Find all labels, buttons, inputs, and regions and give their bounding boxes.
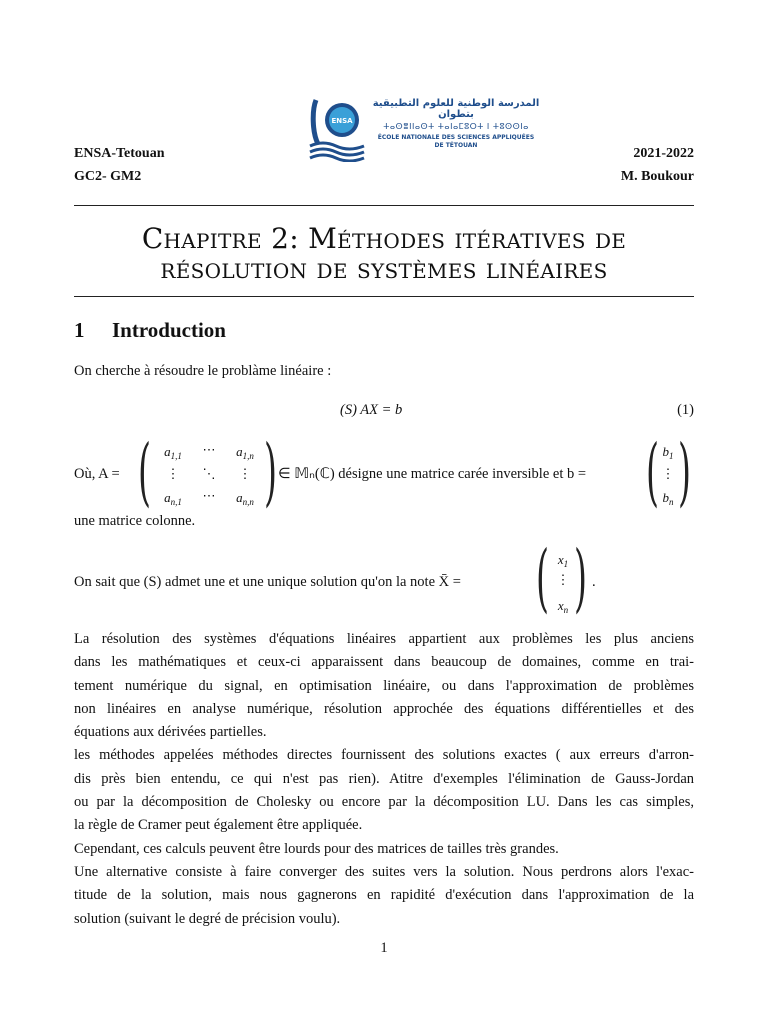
vector-b-cell: ⋮	[661, 466, 675, 481]
matrix-a-cell: ⋮	[238, 466, 252, 481]
body-line: dans les mathématiques et ceux-ci apparaissent dans beaucoup de domaines, comme en trai-	[74, 654, 694, 671]
school-name: ENSA-Tetouan	[74, 146, 165, 161]
equation-formula: (S) AX = b	[340, 402, 403, 418]
section-number: 1	[74, 318, 85, 342]
bottom-divider	[74, 296, 694, 297]
logo-arabic-name: المدرسة الوطنية للعلوم التطبيقية بتطوان	[372, 98, 540, 120]
matrix-a-cell: $a_{n,1}$	[164, 490, 182, 507]
body-line: solution (suivant le degré de précision voulu).	[74, 910, 341, 927]
logo-tifinagh-name: ⵜⴰⵙⴻⵏⵏⴰⵙⵜ ⵜⴰⵏⴰⵎⵓⵔⵜ ⵏ ⵜⵓⵙⵙⵏⴰ	[383, 122, 529, 131]
right-paren-icon: )	[678, 429, 691, 515]
body-line: dis près bien entendu, ce qui n'est pas rien). Atitre d'exemples l'élimination de Gauss-Jordan	[74, 770, 694, 787]
right-paren-icon: )	[264, 429, 277, 515]
body-line: titude de la solution, mais nous gagnerons en rapidité d'exécution dans l'approximation de la	[74, 887, 694, 904]
vector-x-cell: $x_1$	[557, 552, 569, 569]
right-paren-icon: )	[574, 535, 587, 621]
section-heading	[74, 318, 226, 343]
section-title: Introduction	[112, 318, 226, 342]
solution-sentence: On sait que (S) admet une et une unique solution qu'on la note X̄ =	[74, 574, 461, 590]
matrix-a-cell: ⋯	[202, 488, 216, 503]
left-paren-icon: (	[536, 535, 549, 621]
chapter-title-line2: résolution de systèmes linéaires	[160, 252, 608, 285]
matrix-a-cell: $a_{1,1}$	[164, 444, 182, 461]
body-line: ou par la décomposition de Cholesky ou encore par la décomposition LU. Dans les cas simples,	[74, 794, 694, 811]
body-line: Une alternative consiste à faire converger des suites vers la solution. Nous perdrons alors l'exac-	[74, 863, 694, 880]
vector-b-cell: $b_n$	[662, 490, 674, 507]
body-line: Cependant, ces calculs peuvent être lourds pour des matrices de tailles très grandes.	[74, 840, 559, 857]
matrix-a-cell: ⋯	[202, 442, 216, 457]
body-line: la règle de Cramer peut également être appliquée.	[74, 817, 363, 834]
svg-text:ENSA: ENSA	[331, 117, 353, 125]
left-paren-icon: (	[138, 429, 151, 515]
school-logo	[308, 96, 544, 162]
body-line: les méthodes appelées méthodes directes fournissent des solutions exactes ( aux erreurs d'arron-	[74, 747, 694, 764]
top-divider	[74, 205, 694, 206]
body-line: tement numérique du signal, en optimisation linéaire, ou dans l'approximation de problèmes	[74, 677, 694, 694]
matrix-definition	[74, 429, 694, 515]
body-text	[74, 628, 694, 931]
chapter-title-line1: Chapitre 2: Méthodes itératives de	[141, 222, 627, 255]
matrix-description: ∈ 𝕄ₙ(ℂ) désigne une matrice carée inversible et b =	[278, 466, 587, 482]
column-text: une matrice colonne.	[74, 513, 196, 529]
matrix-a-cell: $a_{1,n}$	[236, 444, 254, 461]
equation-number: (1)	[677, 402, 694, 418]
logo-french-name: ÉCOLE NATIONALE DES SCIENCES APPLIQUÉES	[377, 134, 535, 141]
class-group: GC2- GM2	[74, 169, 142, 184]
matrix-a-prefix: Où, A =	[74, 466, 120, 482]
matrix-a-cell: ⋮	[166, 466, 180, 481]
body-line: La résolution des systèmes d'équations linéaires appartient aux problèmes les plus anciens	[74, 631, 694, 647]
logo-french-city: DE TÉTOUAN	[434, 142, 478, 149]
intro-sentence: On cherche à résoudre le problàme linéaire :	[74, 363, 332, 379]
body-line: non linéaires en analyse numérique, résolution approchée des équations différentielles et des	[74, 700, 694, 717]
logo-emblem-icon	[308, 96, 368, 162]
page-number: 1	[380, 940, 388, 956]
author-name: M. Boukour	[620, 169, 694, 184]
body-line: équations aux dérivées partielles.	[74, 724, 267, 741]
vector-b-cell: $b_1$	[662, 444, 674, 461]
vector-x-cell: $x_n$	[557, 598, 569, 615]
academic-year: 2021-2022	[633, 146, 694, 161]
matrix-a-cell: $a_{n,n}$	[236, 490, 254, 507]
left-paren-icon: (	[646, 429, 659, 515]
solution-definition: On sait que (S) admet une et une unique solution qu'on la note X̄ = ( $x_1$ ⋮ $x_n$ ) .	[74, 535, 596, 621]
matrix-a-cell: ⋱	[202, 466, 216, 481]
vector-x-cell: ⋮	[556, 572, 570, 587]
